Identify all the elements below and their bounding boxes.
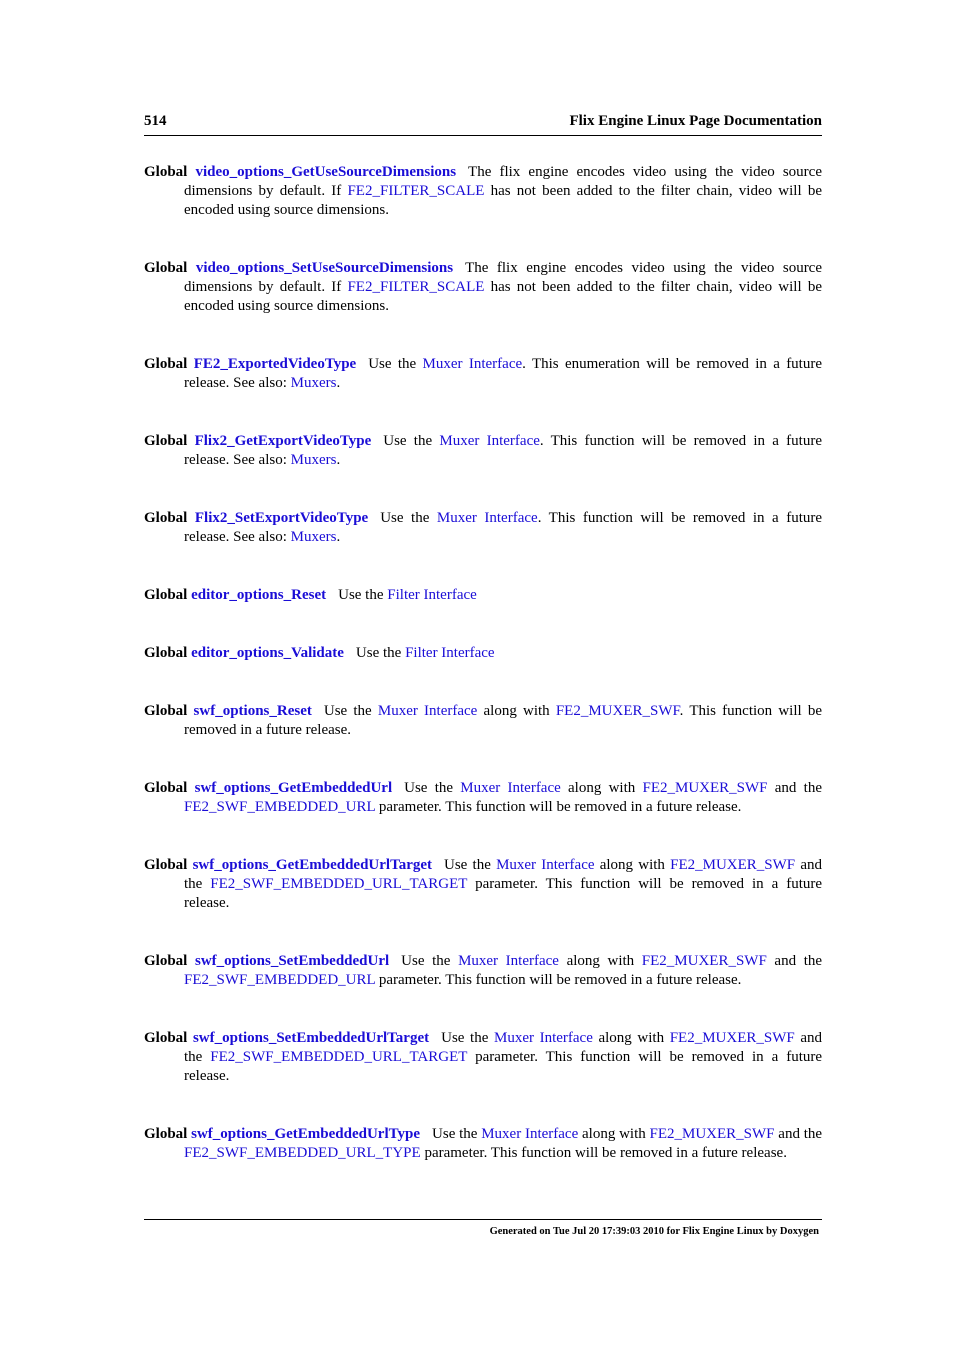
entry-reference-link[interactable]: Muxer Interface — [496, 857, 595, 873]
entry-reference-link[interactable]: Muxer Interface — [422, 356, 523, 372]
entry-description-text: Use the — [383, 433, 440, 449]
entry-description-text: along with — [560, 780, 643, 796]
entry-symbol-link[interactable]: editor_options_Validate — [191, 645, 344, 661]
entry-reference-link[interactable]: Muxer Interface — [439, 433, 540, 449]
entry-description-text: . This enumeration will be removed in a future release. See also: — [184, 356, 823, 391]
entry-description-text: . — [336, 529, 341, 545]
entry-description-text: Use the — [323, 703, 378, 719]
entry-description-text: . This function will be removed in a future release. See also: — [184, 510, 823, 545]
entry-global-label: Global — [144, 356, 188, 372]
entry-reference-link[interactable]: Muxer Interface — [458, 953, 559, 969]
entry-reference-link[interactable]: FE2_MUXER_SWF — [642, 780, 768, 796]
deprecated-entry — [144, 779, 822, 817]
deprecated-entry — [144, 952, 822, 990]
deprecated-entry — [144, 586, 822, 605]
entry-description-text: and the — [184, 1030, 822, 1065]
entry-reference-link[interactable]: FE2_MUXER_SWF — [649, 1126, 775, 1142]
entry-reference-link[interactable]: Muxer Interface — [481, 1126, 579, 1142]
entry-symbol-link[interactable]: swf_options_SetEmbeddedUrl — [194, 953, 390, 969]
entry-reference-link[interactable]: FE2_SWF_EMBEDDED_URL_TARGET — [210, 876, 468, 892]
entry-symbol-link[interactable]: editor_options_Reset — [191, 587, 327, 603]
entry-description-text: The flix engine encodes video using the video source dimensions by default. If — [184, 164, 822, 199]
deprecated-entry — [144, 163, 822, 220]
entry-description-text: Use the — [355, 645, 406, 661]
entry-description-text: . — [336, 375, 341, 391]
entry-description-text: parameter. This function will be removed in a future release. — [184, 1049, 823, 1084]
entry-reference-link[interactable]: FE2_MUXER_SWF — [670, 857, 796, 873]
entry-symbol-link[interactable]: FE2_ExportedVideoType — [193, 356, 357, 372]
entry-symbol-link[interactable]: swf_options_GetEmbeddedUrlType — [191, 1126, 421, 1142]
entry-global-label: Global — [144, 780, 188, 796]
entry-description-text: has not been added to the filter chain, video will be encoded using source dimensions. — [184, 279, 822, 314]
entry-reference-link[interactable]: Muxers — [290, 452, 337, 468]
entry-description-text: Use the — [401, 953, 459, 969]
entry-description-text: parameter. This function will be removed in a future release. — [420, 1145, 787, 1161]
entry-global-label: Global — [144, 1126, 188, 1142]
entry-reference-link[interactable]: FE2_SWF_EMBEDDED_URL — [184, 972, 376, 988]
entry-symbol-link[interactable]: video_options_SetUseSourceDimensions — [195, 260, 454, 276]
entry-global-label: Global — [144, 164, 188, 180]
entry-description-text: Use the — [368, 356, 423, 372]
entry-reference-link[interactable]: Muxer Interface — [493, 1030, 593, 1046]
entry-description-text: along with — [477, 703, 556, 719]
entry-description-text: parameter. This function will be removed in a future release. — [184, 876, 823, 911]
entry-symbol-link[interactable]: swf_options_SetEmbeddedUrlTarget — [192, 1030, 430, 1046]
deprecated-entry — [144, 644, 822, 663]
entry-reference-link[interactable]: Muxer Interface — [436, 510, 538, 526]
entry-reference-link[interactable]: Filter Interface — [387, 587, 477, 603]
entry-reference-link[interactable]: FE2_MUXER_SWF — [641, 953, 767, 969]
entry-reference-link[interactable]: Muxer Interface — [460, 780, 561, 796]
entry-description-text: and the — [184, 857, 822, 892]
entry-reference-link[interactable]: FE2_SWF_EMBEDDED_URL — [184, 799, 376, 815]
entry-description-text: along with — [592, 1030, 670, 1046]
page-footer — [144, 1219, 822, 1237]
deprecated-entry — [144, 432, 822, 470]
footer-text: Generated on Tue Jul 20 17:39:03 2010 for Flix Engine Linux by Doxygen — [489, 1226, 819, 1237]
entry-description-text: Use the — [380, 510, 437, 526]
entry-description-text: and the — [766, 953, 823, 969]
entry-symbol-link[interactable]: video_options_GetUseSourceDimensions — [195, 164, 457, 180]
deprecated-entry — [144, 355, 822, 393]
entry-reference-link[interactable]: FE2_SWF_EMBEDDED_URL_TARGET — [210, 1049, 468, 1065]
entry-global-label: Global — [144, 260, 188, 276]
entry-symbol-link[interactable]: swf_options_GetEmbeddedUrlTarget — [192, 857, 433, 873]
entry-description-text: Use the — [444, 857, 497, 873]
entry-symbol-link[interactable]: Flix2_GetExportVideoType — [194, 433, 372, 449]
entry-reference-link[interactable]: FE2_FILTER_SCALE — [347, 279, 485, 295]
entry-description-text: and the — [774, 1126, 823, 1142]
entry-description-text: Use the — [338, 587, 388, 603]
entry-description-text: . — [336, 452, 341, 468]
entry-global-label: Global — [144, 703, 188, 719]
entry-description-text: . This function will be removed in a future release. See also: — [184, 433, 823, 468]
deprecated-entry — [144, 1029, 822, 1086]
entry-global-label: Global — [144, 645, 188, 661]
deprecated-entry — [144, 1125, 822, 1163]
entry-global-label: Global — [144, 510, 188, 526]
deprecated-entry — [144, 702, 822, 740]
entry-description-text: along with — [594, 857, 671, 873]
deprecated-entry — [144, 259, 822, 316]
entry-symbol-link[interactable]: Flix2_SetExportVideoType — [194, 510, 369, 526]
deprecated-entry — [144, 509, 822, 547]
entry-global-label: Global — [144, 587, 188, 603]
entry-global-label: Global — [144, 953, 188, 969]
deprecated-entry — [144, 856, 822, 913]
entry-reference-link[interactable]: Filter Interface — [405, 645, 495, 661]
entry-description-text: Use the — [441, 1030, 494, 1046]
entry-reference-link[interactable]: FE2_SWF_EMBEDDED_URL_TYPE — [184, 1145, 421, 1161]
entry-description-text: parameter. This function will be removed in a future release. — [375, 972, 742, 988]
entry-symbol-link[interactable]: swf_options_Reset — [193, 703, 312, 719]
entry-reference-link[interactable]: Muxer Interface — [377, 703, 478, 719]
entry-global-label: Global — [144, 1030, 188, 1046]
entry-global-label: Global — [144, 433, 188, 449]
entry-reference-link[interactable]: FE2_MUXER_SWF — [669, 1030, 795, 1046]
page-header — [144, 113, 822, 136]
page-number: 514 — [144, 113, 167, 129]
entry-reference-link[interactable]: FE2_MUXER_SWF — [555, 703, 680, 719]
entry-description-text: along with — [578, 1126, 650, 1142]
entry-description-text: The flix engine encodes video using the video source dimensions by default. If — [184, 260, 822, 295]
entry-description-text: . This function will be removed in a future release. — [184, 703, 822, 738]
entry-description-text: along with — [558, 953, 642, 969]
entry-description-text: parameter. This function will be removed in a future release. — [375, 799, 742, 815]
entry-description-text: and the — [767, 780, 822, 796]
entry-description-text: has not been added to the filter chain, video will be encoded using source dimensions. — [184, 183, 822, 218]
entry-reference-link[interactable]: Muxers — [290, 375, 337, 391]
entry-description-text: Use the — [432, 1126, 482, 1142]
page-title: Flix Engine Linux Page Documentation — [569, 113, 822, 129]
entry-description-text: Use the — [404, 780, 461, 796]
entry-global-label: Global — [144, 857, 188, 873]
entry-reference-link[interactable]: Muxers — [290, 529, 337, 545]
entry-reference-link[interactable]: FE2_FILTER_SCALE — [347, 183, 485, 199]
entry-symbol-link[interactable]: swf_options_GetEmbeddedUrl — [194, 780, 393, 796]
